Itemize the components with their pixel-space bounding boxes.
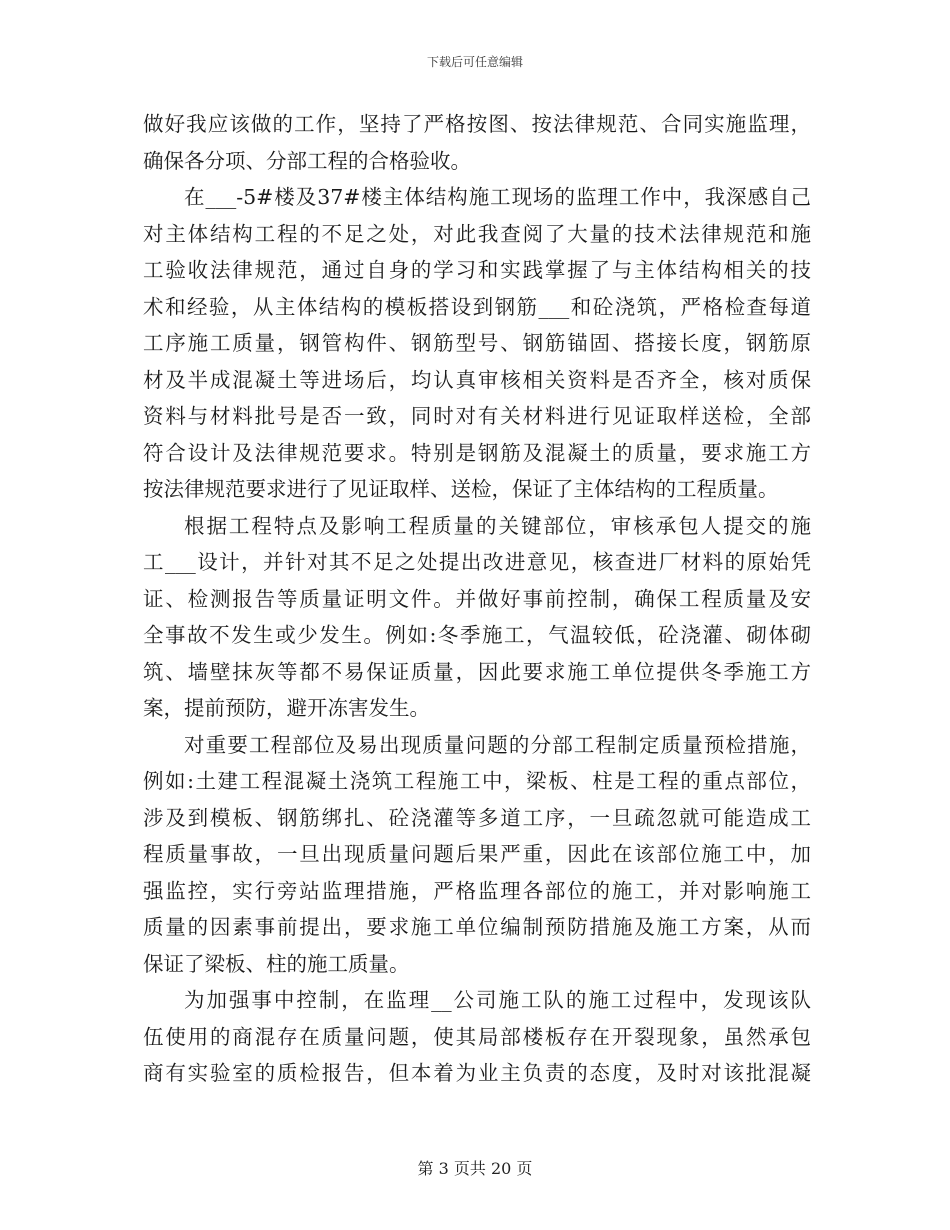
- text-line: 做好我应该做的工作，坚持了严格按图、按法律规范、合同实施监理，: [143, 112, 811, 136]
- text-line: 工___设计，并针对其不足之处提出改进意见，核查进厂材料的原始凭: [143, 550, 811, 574]
- text-line: 对主体结构工程的不足之处，对此我查阅了大量的技术法律规范和施: [143, 221, 811, 246]
- text-line: 符合设计及法律规范要求。特别是钢筋及混凝土的质量，要求施工方: [143, 440, 811, 465]
- text-line: 材及半成混凝土等进场后，均认真审核相关资料是否齐全，核对质保: [143, 367, 811, 392]
- text-line: 证、检测报告等质量证明文件。并做好事前控制，确保工程质量及安: [143, 586, 811, 611]
- text-line: 商有实验室的质检报告，但本着为业主负责的态度，及时对该批混凝: [143, 1061, 811, 1085]
- text-line: 伍使用的商混存在质量问题，使其局部楼板存在开裂现象，虽然承包: [143, 1024, 811, 1049]
- text-line: 案，提前预防，避开冻害发生。: [143, 696, 430, 720]
- text-line: 根据工程特点及影响工程质量的关键部位，审核承包人提交的施: [184, 513, 811, 538]
- text-line: 强监控，实行旁站监理措施，严格监理各部位的施工，并对影响施工: [143, 878, 811, 903]
- text-line: 例如:土建工程混凝土浇筑工程施工中，梁板、柱是工程的重点部位，: [143, 769, 811, 793]
- page-footer: 第 3 页共 20 页: [417, 1159, 533, 1178]
- text-line: 保证了梁板、柱的施工质量。: [143, 951, 410, 976]
- text-line: 确保各分项、分部工程的合格验收。: [143, 148, 471, 173]
- text-line: 按法律规范要求进行了见证取样、送检，保证了主体结构的工程质量。: [143, 477, 779, 501]
- document-body: [143, 106, 811, 1092]
- page-header: 下载后可任意编辑: [426, 55, 523, 69]
- text-line: 资料与材料批号是否一致，同时对有关材料进行见证取样送检，全部: [143, 404, 811, 428]
- text-line: 程质量事故，一旦出现质量问题后果严重，因此在该部位施工中，加: [143, 842, 811, 866]
- text-line: 术和经验，从主体结构的模板搭设到钢筋___和砼浇筑，严格检查每道: [143, 294, 811, 319]
- text-line: 全事故不发生或少发生。例如:冬季施工，气温较低，砼浇灌、砌体砌: [143, 623, 811, 647]
- text-line: 工序施工质量，钢管构件、钢筋型号、钢筋锚固、搭接长度，钢筋原: [143, 331, 811, 355]
- text-line: 在___-5#楼及37#楼主体结构施工现场的监理工作中，我深感自己: [184, 185, 811, 209]
- text-line: 筑、墙壁抹灰等都不易保证质量，因此要求施工单位提供冬季施工方: [143, 659, 811, 684]
- text-line: 工验收法律规范，通过自身的学习和实践掌握了与主体结构相关的技: [143, 258, 811, 282]
- text-line: 对重要工程部位及易出现质量问题的分部工程制定质量预检措施，: [184, 732, 811, 757]
- text-line: 涉及到模板、钢筋绑扎、砼浇灌等多道工序，一旦疏忽就可能造成工: [143, 805, 811, 830]
- text-line: 为加强事中控制，在监理__公司施工队的施工过程中，发现该队: [184, 988, 811, 1012]
- text-line: 质量的因素事前提出，要求施工单位编制预防措施及施工方案，从而: [143, 915, 811, 939]
